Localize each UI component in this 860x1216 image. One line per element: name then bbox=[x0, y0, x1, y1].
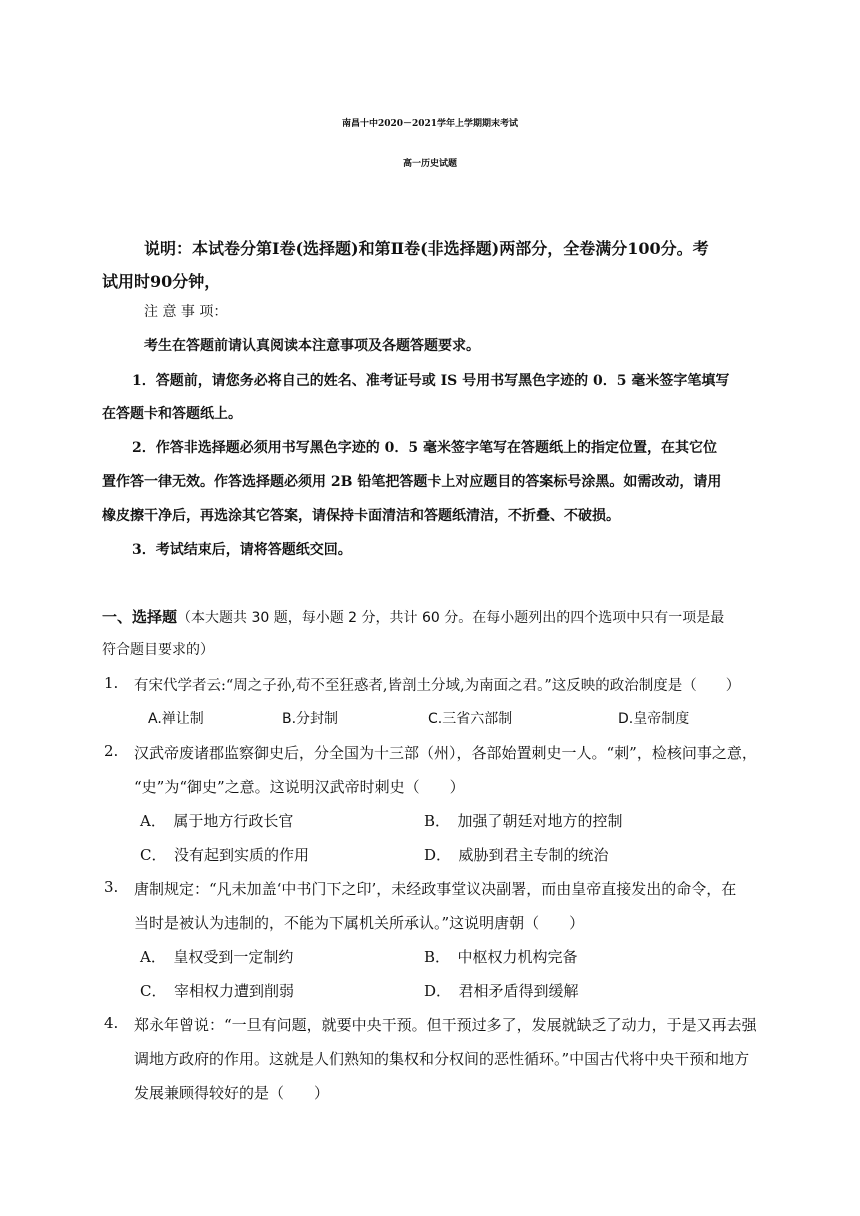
question-4-number: 4. bbox=[104, 1014, 119, 1032]
question-4-text-1: 郑永年曾说：“一旦有问题，就要中央干预。但干预过多了，发展就缺乏了动力，于是又再去强 bbox=[134, 1016, 757, 1034]
note-3: 3．考试结束后，请将答题纸交回。 bbox=[132, 542, 352, 558]
question-2-text-1: 汉武帝废诸郡监察御史后，分全国为十三部（州），各部始置刺史一人。“刺”，检核问事之意， bbox=[134, 744, 757, 762]
notes-lead: 考生在答题前请认真阅读本注意事项及各题答题要求。 bbox=[144, 338, 480, 354]
question-4-text-3: 发展兼顾得较好的是（ ） bbox=[134, 1084, 330, 1102]
question-1-number: 1. bbox=[104, 674, 119, 692]
note-1-line-1: 1．答题前，请您务必将自己的姓名、准考证号或 IS 号用书写黑色字迹的 0．5 毫米签字笔填写 bbox=[132, 373, 730, 389]
question-2-option-d[interactable]: D． 威胁到君主专制的统治 bbox=[424, 846, 609, 864]
notes-heading: 注 意 事 项： bbox=[144, 304, 228, 320]
question-3-option-b[interactable]: B． 中枢权力机构完备 bbox=[424, 948, 578, 966]
exam-title: 南昌十中2020－2021学年上学期期末考试 bbox=[341, 119, 519, 129]
question-1-option-c[interactable]: C.三省六部制 bbox=[428, 711, 513, 727]
question-2-text-2: “史”为“御史”之意。这说明汉武帝时刺史（ ） bbox=[134, 778, 465, 796]
section-heading: 一、选择题 bbox=[102, 608, 178, 626]
question-2-option-c[interactable]: C． 没有起到实质的作用 bbox=[140, 846, 309, 864]
question-1-text: 有宋代学者云:“周之子孙,苟不至狂惑者,皆剖土分域,为南面之君。”这反映的政治制度是（ ） bbox=[134, 678, 741, 694]
question-1-option-a[interactable]: A.禅让制 bbox=[148, 711, 204, 727]
note-2-line-3: 橡皮擦干净后，再选涂其它答案，请保持卡面清洁和答题纸清洁，不折叠、不破损。 bbox=[102, 508, 620, 524]
note-2-line-1: 2．作答非选择题必须用书写黑色字迹的 0．5 毫米签字笔写在答题纸上的指定位置，在其它位 bbox=[132, 440, 717, 456]
question-3-option-a[interactable]: A． 皇权受到一定制约 bbox=[140, 948, 294, 966]
question-4-text-2: 调地方政府的作用。这就是人们熟知的集权和分权间的恶性循环。”中国古代将中央干预和地方 bbox=[134, 1050, 750, 1068]
question-3-number: 3. bbox=[104, 878, 119, 896]
section-description-2: 符合题目要求的） bbox=[102, 642, 214, 658]
section-description: （本大题共 30 题，每小题 2 分，共计 60 分。在每小题列出的四个选项中只有一项是最 bbox=[177, 610, 725, 626]
intro-line-2: 试用时90分钟， bbox=[102, 272, 221, 291]
question-2-number: 2. bbox=[104, 742, 119, 760]
note-1-line-2: 在答题卡和答题纸上。 bbox=[102, 406, 242, 422]
section-header bbox=[102, 606, 724, 627]
note-2-line-2: 置作答一律无效。作答选择题必须用 2B 铅笔把答题卡上对应题目的答案标号涂黑。如需改动，请用 bbox=[102, 474, 722, 490]
intro-line-1: 说明：本试卷分第Ⅰ卷(选择题)和第Ⅱ卷(非选择题)两部分，全卷满分100分。考 bbox=[144, 239, 709, 258]
question-3-option-d[interactable]: D． 君相矛盾得到缓解 bbox=[424, 982, 579, 1000]
question-2-option-b[interactable]: B． 加强了朝廷对地方的控制 bbox=[424, 812, 623, 830]
question-3-text-2: 当时是被认为违制的，不能为下属机关所承认。”这说明唐朝（ ） bbox=[134, 914, 585, 932]
question-3-text-1: 唐制规定：“凡未加盖‘中书门下之印’，未经政事堂议决副署，而由皇帝直接发出的命令，在 bbox=[134, 880, 737, 898]
question-1-option-b[interactable]: B.分封制 bbox=[282, 711, 339, 727]
exam-subtitle: 高一历史试题 bbox=[402, 159, 457, 169]
question-1-option-d[interactable]: D.皇帝制度 bbox=[618, 711, 690, 727]
question-2-option-a[interactable]: A． 属于地方行政长官 bbox=[140, 812, 294, 830]
question-3-option-c[interactable]: C． 宰相权力遭到削弱 bbox=[140, 982, 294, 1000]
